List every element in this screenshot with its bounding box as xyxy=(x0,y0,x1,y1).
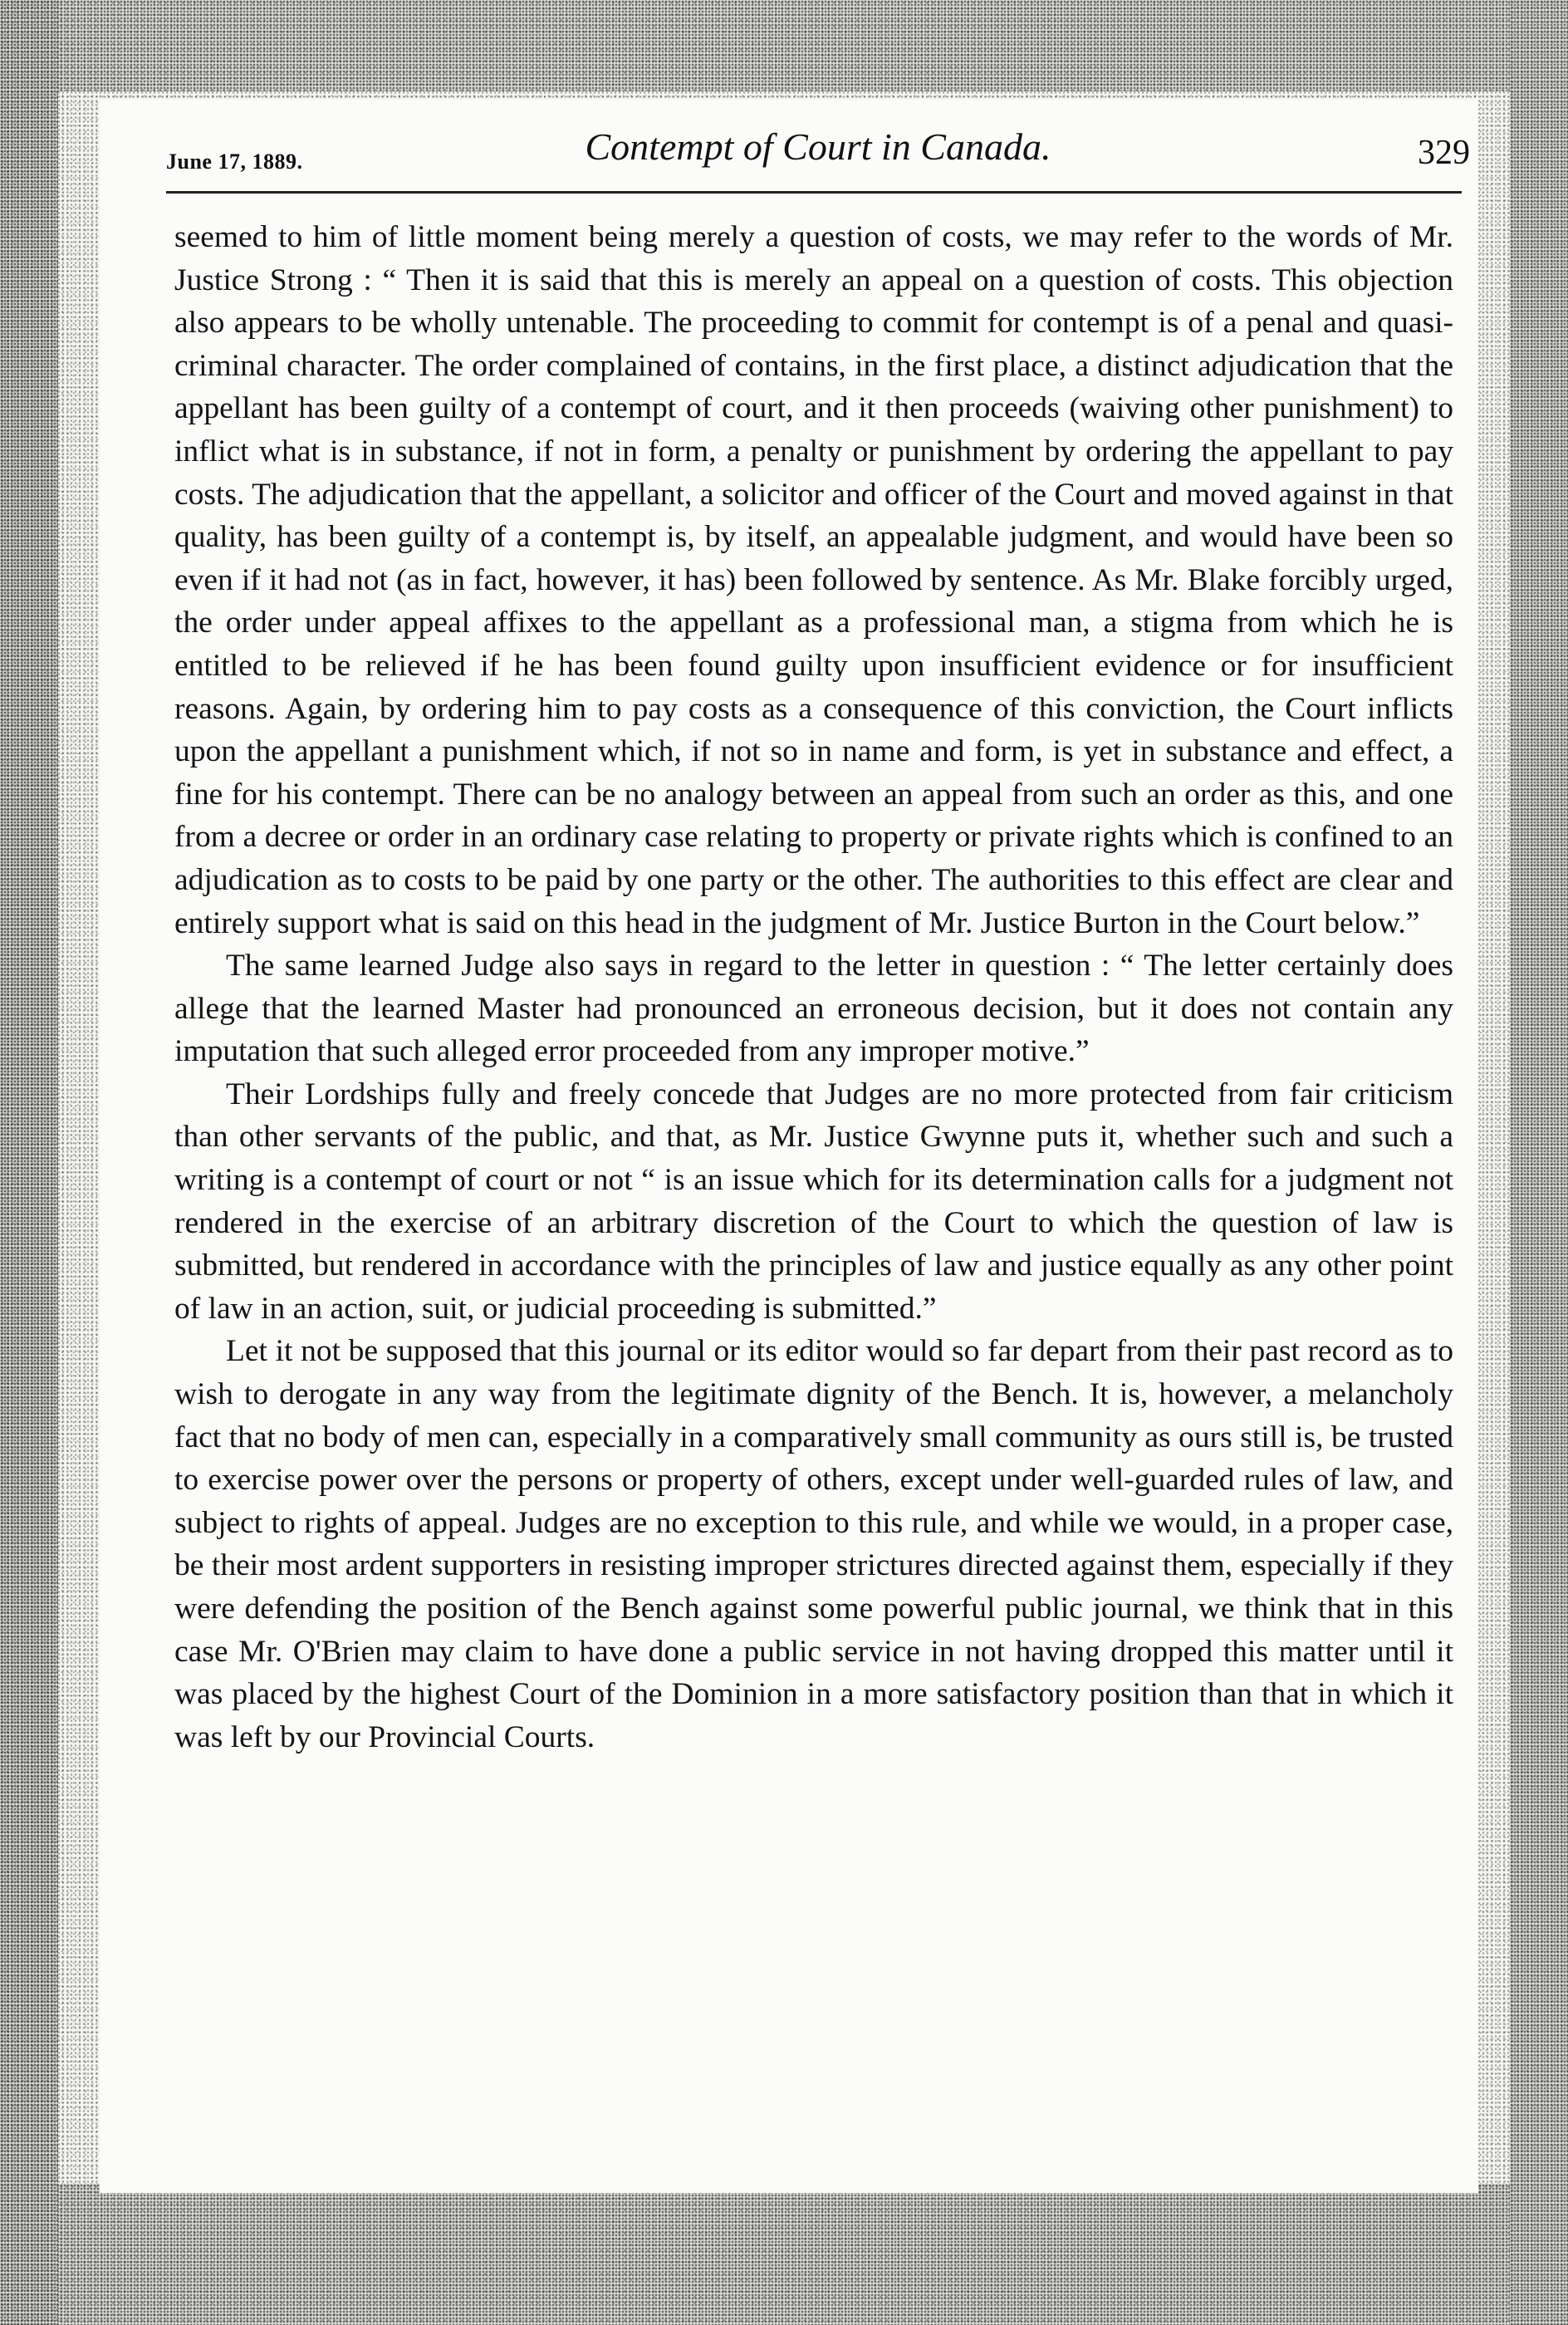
paragraph-4: Let it not be supposed that this journal or its editor would so far depart from their past record as to wish to derogate in any way from the legitimate dignity of the Bench. It is, however, a melancholy fact that no body of men can, especially in a comparatively small community as ours still is, be trusted to exercise power over the persons or property of others, except under well-guarded rules of law, and subject to rights of appeal. Judges are no exception to this rule, and while we would, in a proper case, be their most ardent supporters in resisting improper strictures directed against them, especially if they were defending the position of the Bench against some powerful public journal, we think that in this case Mr. O'Brien may claim to have done a public service in not having dropped this matter until it was placed by the highest Court of the Dominion in a more satisfactory position than that in which it was left by our Provincial Courts. xyxy=(174,1334,1453,1754)
paragraph-1: seemed to him of little moment being merely a question of costs, we may refer to the words of Mr. Justice Strong : “ Then it is said that this is merely an appeal on a question of costs. This objection also appears to be wholly untenable. The proceeding to commit for contempt is of a penal and quasi-criminal character. The order complained of contains, in the first place, a distinct adjudication that the appellant has been guilty of a contempt of court, and it then proceeds (waiving other punishment) to inflict what is in substance, if not in form, a penalty or punishment by ordering the appellant to pay costs. The adjudication that the appellant, a solicitor and officer of the Court and moved against in that quality, has been guilty of a contempt is, by itself, an appealable judgment, and would have been so even if it had not (as in fact, however, it has) been followed by sentence. As Mr. Blake forcibly urged, the order under appeal affixes to the appellant as a professional man, a stigma from which he is entitled to be relieved if he has been found guilty upon insufficient evidence or for insufficient reasons. Again, by ordering him to pay costs as a consequence of this conviction, the Court inflicts upon the appellant a punishment which, if not so in name and form, is yet in substance and effect, a fine for his contempt. There can be no analogy between an appeal from such an order as this, and one from a decree or order in an ordinary case relating to property or private rights which is confined to an adjudication as to costs to be paid by one party or the other. The authorities to this effect are clear and entirely support what is said on this head in the judgment of Mr. Justice Burton in the Court below.” xyxy=(174,220,1453,940)
paragraph-3: Their Lordships fully and freely concede that Judges are no more protected from fair criticism than other servants of the public, and that, as Mr. Justice Gwynne puts it, whether such and such a writing is a contempt of court or not “ is an issue which for its determination calls for a judgment not rendered in the exercise of an arbitrary discretion of the Court to which the question of law is submitted, but rendered in accordance with the principles of law and justice equally as any other point of law in an action, suit, or judicial proceeding is submitted.” xyxy=(174,1077,1453,1326)
header-rule xyxy=(166,191,1462,194)
running-head xyxy=(166,125,1470,183)
scan-noise-left xyxy=(0,0,58,2325)
page-number: 329 xyxy=(1418,134,1470,172)
scan-noise-right xyxy=(1510,0,1568,2325)
scan-noise-bottom xyxy=(0,2184,1568,2325)
printed-page xyxy=(100,100,1478,2193)
article-body xyxy=(174,216,1453,1758)
header-date: June 17, 1889. xyxy=(166,150,303,174)
paragraph-2: The same learned Judge also says in regard to the letter in question : “ The letter certainly does allege that the learned Master had pronounced an erroneous decision, but it does not contain any imputation that such alleged error proceeded from any improper motive.” xyxy=(174,949,1453,1069)
header-title: Contempt of Court in Canada. xyxy=(585,125,1051,168)
scan-noise-top xyxy=(0,0,1568,91)
